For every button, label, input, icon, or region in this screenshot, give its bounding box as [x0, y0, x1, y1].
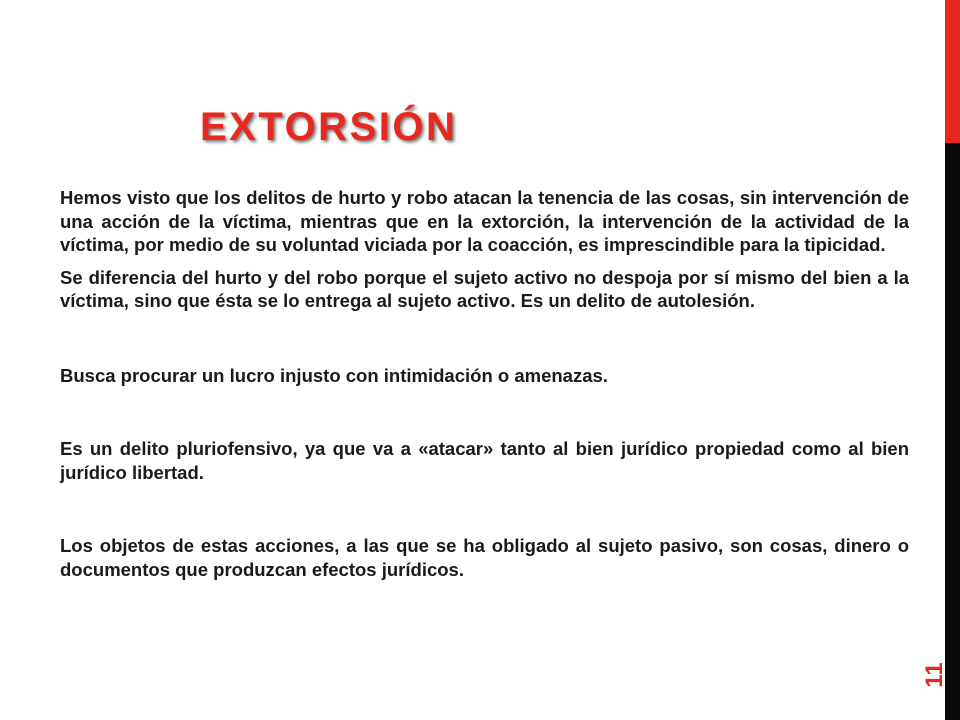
- paragraph-1: Hemos visto que los delitos de hurto y robo atacan la tenencia de las cosas, sin intervención de una acción de la víctima, mientras que en la extorción, la intervención de la actividad de la víctima, por medio de su voluntad viciada por la coacción, es imprescindible para la tipicidad.: [60, 187, 909, 255]
- slide-body: [60, 186, 909, 581]
- paragraph-4: Es un delito pluriofensivo, ya que va a «atacar» tanto al bien jurídico propiedad como al bien jurídico libertad.: [60, 438, 909, 483]
- slide-number: 11: [921, 662, 948, 688]
- paragraph-5: Los objetos de estas acciones, a las que se ha obligado al sujeto pasivo, son cosas, dinero o documentos que produzcan efectos jurídicos.: [60, 535, 909, 580]
- paragraph-2: Se diferencia del hurto y del robo porque el sujeto activo no despoja por sí mismo del bien a la víctima, sino que ésta se lo entrega al sujeto activo. Es un delito de autolesión.: [60, 266, 909, 311]
- accent-bar-red: [945, 0, 960, 143]
- accent-bar-black: [945, 143, 960, 720]
- slide-title: EXTORSIÓN: [200, 105, 458, 149]
- paragraph-3: Busca procurar un lucro injusto con intimidación o amenazas.: [60, 364, 608, 386]
